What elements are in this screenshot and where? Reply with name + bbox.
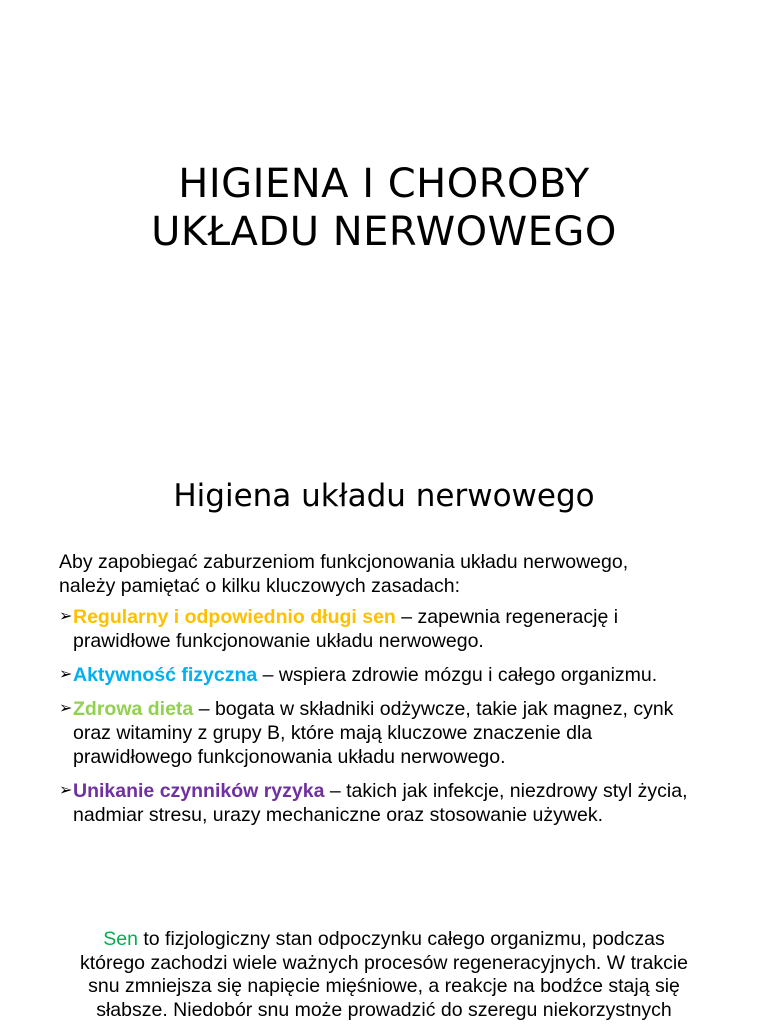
sleep-line-1-text: to fizjologiczny stan odpoczynku całego organizmu, podczas [137, 928, 665, 950]
arrow-bullet-icon: ➢ [59, 782, 73, 799]
list-item-text: – zapewnia regenerację i [395, 606, 619, 628]
list-item-text: – wspiera zdrowie mózgu i całego organizmu. [257, 664, 658, 686]
list-item-text: – takich jak infekcje, niezdrowy styl życia, [324, 780, 688, 802]
list-item [59, 663, 739, 687]
list-item-term: Regularny i odpowiednio długi sen [73, 606, 396, 628]
arrow-bullet-icon: ➢ [59, 608, 73, 625]
list-item-line-2: prawidłowe funkcjonowanie układu nerwowego. [73, 630, 484, 652]
title-line-1: HIGIENA I CHOROBY [178, 161, 590, 207]
list-item-line-1 [73, 663, 739, 687]
list-item [59, 697, 739, 769]
title-line-2: UKŁADU NERWOWEGO [151, 209, 617, 255]
list-item-term: Unikanie czynników ryzyka [73, 780, 325, 802]
list-item [59, 779, 739, 827]
section-title: Higiena układu nerwowego [173, 478, 595, 514]
slide-title [0, 0, 768, 430]
list-item-line-1 [73, 605, 739, 629]
slide-hygiene [0, 460, 768, 880]
slide-sleep [0, 920, 768, 1024]
sleep-line-1 [44, 928, 724, 952]
sleep-line-4: słabsze. Niedobór snu może prowadzić do szeregu niekorzystnych [96, 998, 672, 1021]
list-item-term: Zdrowa dieta [73, 698, 194, 720]
intro-line-2: należy pamiętać o kilku kluczowych zasadach: [59, 575, 461, 597]
sleep-highlight: Sen [103, 928, 138, 950]
arrow-bullet-icon: ➢ [59, 700, 73, 717]
page-title [0, 160, 768, 256]
list-item [59, 605, 739, 653]
list-item-line-2: nadmiar stresu, urazy mechaniczne oraz stosowanie używek. [73, 804, 603, 826]
arrow-bullet-icon: ➢ [59, 666, 73, 683]
list-item-line-1 [73, 779, 739, 803]
sleep-line-3: snu zmniejsza się napięcie mięśniowe, a reakcje na bodźce stają się [88, 975, 680, 997]
list-item-line-1 [73, 697, 739, 721]
sleep-line-2: którego zachodzi wiele ważnych procesów regeneracyjnych. W trakcie [79, 951, 689, 974]
sleep-paragraph [44, 928, 724, 1022]
intro-text [59, 550, 739, 598]
list-item-term: Aktywność fizyczna [73, 664, 258, 686]
list-item-line-2: oraz witaminy z grupy B, które mają kluczowe znaczenie dla [73, 722, 593, 744]
list-item-line-3: prawidłowego funkcjonowania układu nerwowego. [73, 746, 506, 768]
intro-line-1: Aby zapobiegać zaburzeniom funkcjonowania układu nerwowego, [59, 551, 629, 573]
hygiene-rules-list [59, 605, 739, 837]
list-item-text: – bogata w składniki odżywcze, takie jak magnez, cynk [193, 698, 674, 720]
